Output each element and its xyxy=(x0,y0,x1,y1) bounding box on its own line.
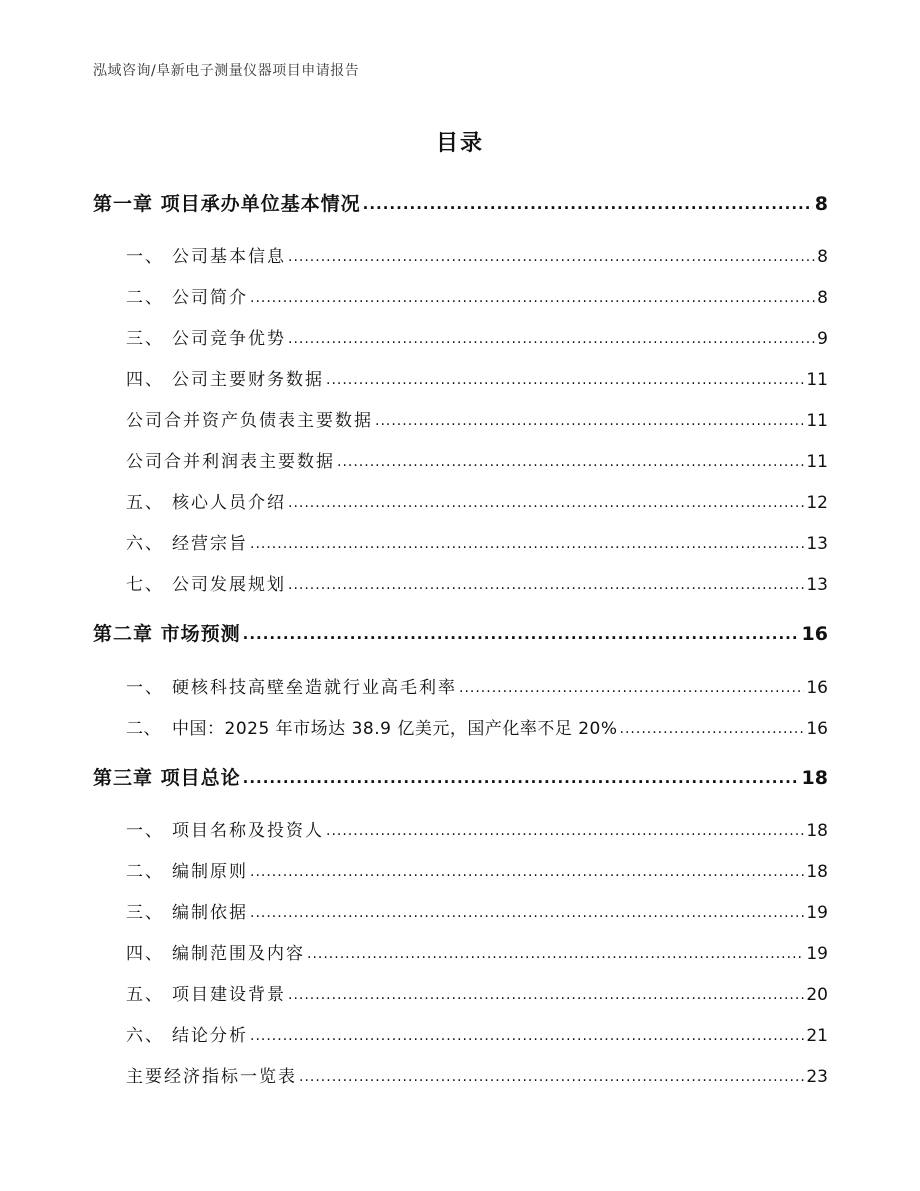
toc-leader xyxy=(337,454,804,470)
toc-label: 编制范围及内容 xyxy=(172,944,305,964)
toc-page: 8 xyxy=(814,193,828,215)
toc-leader xyxy=(288,577,804,593)
toc-number: 四、 xyxy=(126,944,164,964)
toc-entry[interactable] xyxy=(126,1021,828,1046)
toc-page: 8 xyxy=(817,288,828,308)
toc-leader xyxy=(288,331,815,347)
toc-entry[interactable] xyxy=(126,406,828,431)
toc-number: 五、 xyxy=(126,985,164,1005)
toc-page: 16 xyxy=(801,623,828,645)
toc-page: 20 xyxy=(806,985,828,1005)
toc-leader xyxy=(288,495,804,511)
toc-page: 12 xyxy=(806,493,828,513)
toc-leader xyxy=(288,249,815,265)
toc-label: 核心人员介绍 xyxy=(172,493,286,513)
toc-leader xyxy=(250,536,804,552)
toc-entry[interactable] xyxy=(126,816,828,841)
toc-chapter-1[interactable] xyxy=(93,189,828,216)
toc-entry[interactable] xyxy=(126,488,828,513)
toc-number: 七、 xyxy=(126,575,164,595)
toc-number: 二、 xyxy=(126,862,164,882)
toc-number: 一、 xyxy=(126,821,164,841)
toc-leader xyxy=(299,1069,804,1085)
toc-page: 16 xyxy=(806,678,828,698)
toc-label: 硬核科技高壁垒造就行业高毛利率 xyxy=(172,678,457,698)
toc-page: 18 xyxy=(806,862,828,882)
toc-leader xyxy=(363,195,813,213)
toc-entry[interactable] xyxy=(126,447,828,472)
toc-number: 三、 xyxy=(126,329,164,349)
toc-leader xyxy=(375,413,804,429)
toc-label: 公司发展规划 xyxy=(172,575,286,595)
toc-page: 9 xyxy=(817,329,828,349)
toc-entry[interactable] xyxy=(126,857,828,882)
toc-label: 编制原则 xyxy=(172,862,248,882)
toc-entry[interactable] xyxy=(126,1062,828,1087)
toc-leader xyxy=(288,987,804,1003)
toc-label: 公司简介 xyxy=(172,288,248,308)
toc-label: 中国：2025 年市场达 38.9 亿美元，国产化率不足 20% xyxy=(172,719,618,739)
toc-label: 结论分析 xyxy=(172,1026,248,1046)
toc-label: 公司基本信息 xyxy=(172,247,286,267)
toc-label: 第二章 市场预测 xyxy=(93,623,241,645)
toc-label: 公司竞争优势 xyxy=(172,329,286,349)
toc-page: 18 xyxy=(806,821,828,841)
toc-leader xyxy=(307,946,804,962)
toc-label: 公司合并资产负债表主要数据 xyxy=(126,411,373,431)
toc-entry[interactable] xyxy=(126,673,828,698)
toc-entry[interactable] xyxy=(126,283,828,308)
toc-page: 11 xyxy=(806,411,828,431)
toc-number: 二、 xyxy=(126,719,161,739)
toc-label: 经营宗旨 xyxy=(172,534,248,554)
toc-leader xyxy=(250,290,815,306)
running-header: 泓域咨询/阜新电子测量仪器项目申请报告 xyxy=(93,63,360,79)
toc-entry[interactable] xyxy=(126,898,828,923)
toc-label: 公司主要财务数据 xyxy=(172,370,324,390)
toc-number: 五、 xyxy=(126,493,164,513)
toc-leader xyxy=(243,625,800,643)
toc-entry[interactable] xyxy=(126,529,828,554)
toc-label: 项目建设背景 xyxy=(172,985,286,1005)
toc-leader xyxy=(250,864,804,880)
toc-leader xyxy=(250,905,804,921)
toc-entry[interactable] xyxy=(126,242,828,267)
toc-title: 目录 xyxy=(435,131,484,156)
toc-number: 三、 xyxy=(126,903,164,923)
toc-label: 项目名称及投资人 xyxy=(172,821,324,841)
toc-chapter-2[interactable] xyxy=(93,619,828,646)
toc-entry[interactable] xyxy=(126,570,828,595)
toc-entry[interactable] xyxy=(126,939,828,964)
toc-label: 公司合并利润表主要数据 xyxy=(126,452,335,472)
toc-page: 18 xyxy=(801,767,828,789)
toc-leader xyxy=(326,823,804,839)
toc-page: 11 xyxy=(806,370,828,390)
toc-leader xyxy=(620,721,805,737)
toc-label: 编制依据 xyxy=(172,903,248,923)
toc-leader xyxy=(326,372,804,388)
toc-number: 二、 xyxy=(126,288,164,308)
toc-page: 11 xyxy=(806,452,828,472)
toc-page: 8 xyxy=(817,247,828,267)
toc-entry[interactable] xyxy=(126,324,828,349)
toc-page: 13 xyxy=(806,534,828,554)
toc-number: 四、 xyxy=(126,370,164,390)
toc-entry[interactable] xyxy=(126,365,828,390)
toc-chapter-3[interactable] xyxy=(93,763,828,790)
toc-label: 主要经济指标一览表 xyxy=(126,1067,297,1087)
toc-page: 19 xyxy=(806,944,828,964)
toc-page: 16 xyxy=(806,719,828,739)
toc-number: 一、 xyxy=(126,678,164,698)
toc-number: 六、 xyxy=(126,1026,164,1046)
toc-page: 19 xyxy=(806,903,828,923)
toc-number: 六、 xyxy=(126,534,164,554)
toc-page: 21 xyxy=(806,1026,828,1046)
toc-page: 13 xyxy=(806,575,828,595)
toc-label: 第一章 项目承办单位基本情况 xyxy=(93,193,361,215)
toc-entry[interactable] xyxy=(126,980,828,1005)
toc-leader xyxy=(243,769,800,787)
toc-entry[interactable] xyxy=(126,714,828,739)
toc-page: 23 xyxy=(806,1067,828,1087)
toc-number: 一、 xyxy=(126,247,164,267)
toc-label: 第三章 项目总论 xyxy=(93,767,241,789)
toc-leader xyxy=(250,1028,804,1044)
toc-leader xyxy=(459,680,804,696)
